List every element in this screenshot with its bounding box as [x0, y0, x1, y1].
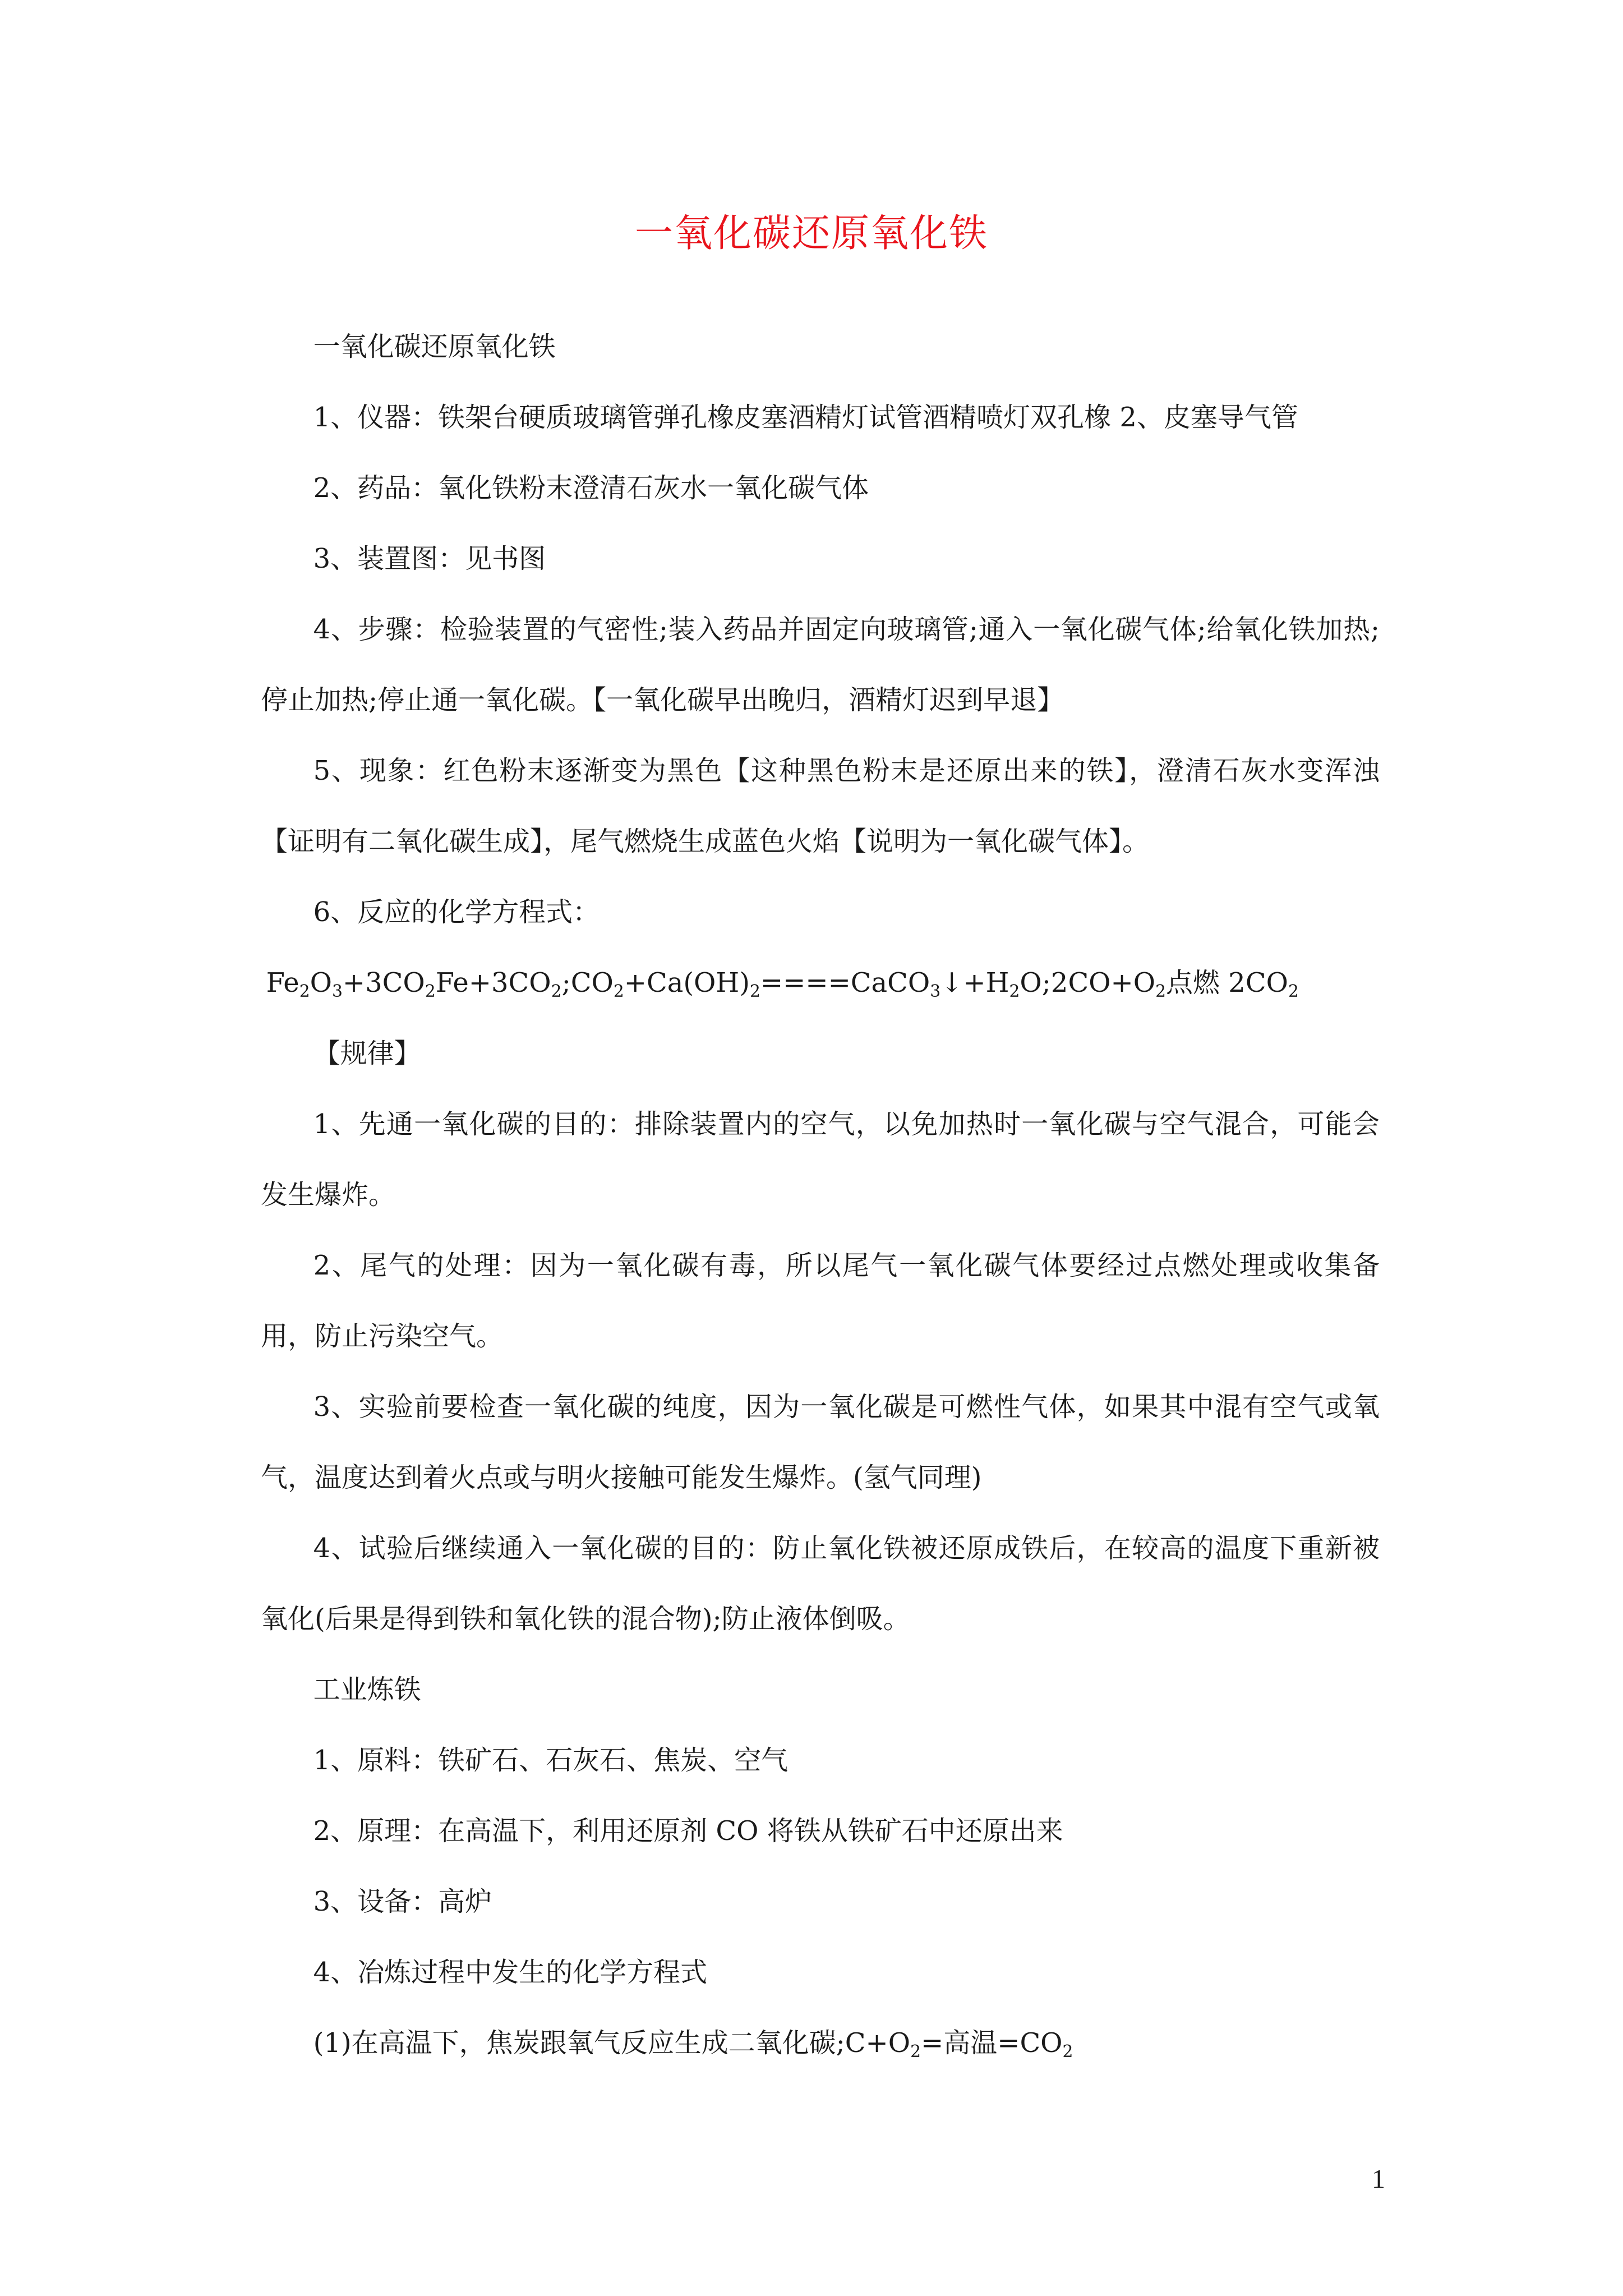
paragraph-steps: 4、步骤：检验装置的气密性;装入药品并固定向玻璃管;通入一氧化碳气体;给氧化铁加热;停止加热;停止通一氧化碳。【一氧化碳早出晚归，酒精灯迟到早退】: [261, 614, 1380, 716]
chemical-equation-line: $Fe_2O_3+3CO_2Fe+3CO_2;CO_2+Ca(OH)_2====CaCO_3↓+H_2O;2CO+O_2$点燃 $2CO_2$: [266, 967, 1299, 1001]
paragraph-rule-3: 3、实验前要检查一氧化碳的纯度，因为一氧化碳是可燃性气体，如果其中混有空气或氧气，温度达到着火点或与明火接触可能发生爆炸。(氢气同理): [261, 1391, 1380, 1493]
paragraph-equation-heading: 6、反应的化学方程式：: [313, 896, 600, 928]
paragraph-raw-materials: 1、原料：铁矿石、石灰石、焦炭、空气: [313, 1745, 789, 1776]
document-title: 一氧化碳还原氧化铁: [634, 211, 988, 256]
section-heading-industrial-iron: 工业炼铁: [313, 1674, 421, 1705]
paragraph-equipment: 3、设备：高炉: [313, 1886, 492, 1917]
section-heading-co-reduction: 一氧化碳还原氧化铁: [313, 331, 556, 362]
document-body: [261, 311, 1380, 2078]
paragraph-equation-coke: (1)在高温下，焦炭跟氧气反应生成二氧化碳$;C+O_2=$高温$=CO_2$: [313, 2027, 1073, 2062]
page-number: 1: [1372, 2164, 1385, 2194]
section-heading-rules: 【规律】: [313, 1038, 421, 1069]
paragraph-reagents: 2、药品：氧化铁粉末澄清石灰水一氧化碳气体: [313, 472, 869, 504]
paragraph-rule-4: 4、试验后继续通入一氧化碳的目的：防止氧化铁被还原成铁后，在较高的温度下重新被氧化(后果是得到铁和氧化铁的混合物);防止液体倒吸。: [261, 1533, 1380, 1635]
paragraph-apparatus: 3、装置图：见书图: [313, 543, 546, 574]
paragraph-rule-2: 2、尾气的处理：因为一氧化碳有毒，所以尾气一氧化碳气体要经过点燃处理或收集备用，防止污染空气。: [261, 1250, 1380, 1352]
paragraph-rule-1: 1、先通一氧化碳的目的：排除装置内的空气，以免加热时一氧化碳与空气混合，可能会发生爆炸。: [261, 1108, 1380, 1211]
paragraph-principle: 2、原理：在高温下，利用还原剂 CO 将铁从铁矿石中还原出来: [313, 1815, 1063, 1847]
paragraph-instruments: 1、仪器：铁架台硬质玻璃管弹孔橡皮塞酒精灯试管酒精喷灯双孔橡 2、皮塞导气管: [313, 402, 1298, 433]
paragraph-phenomena: 5、现象：红色粉末逐渐变为黑色【这种黑色粉末是还原出来的铁】，澄清石灰水变浑浊【证明有二氧化碳生成】，尾气燃烧生成蓝色火焰【说明为一氧化碳气体】。: [261, 755, 1380, 857]
paragraph-smelting-equations: 4、冶炼过程中发生的化学方程式: [313, 1957, 708, 1988]
